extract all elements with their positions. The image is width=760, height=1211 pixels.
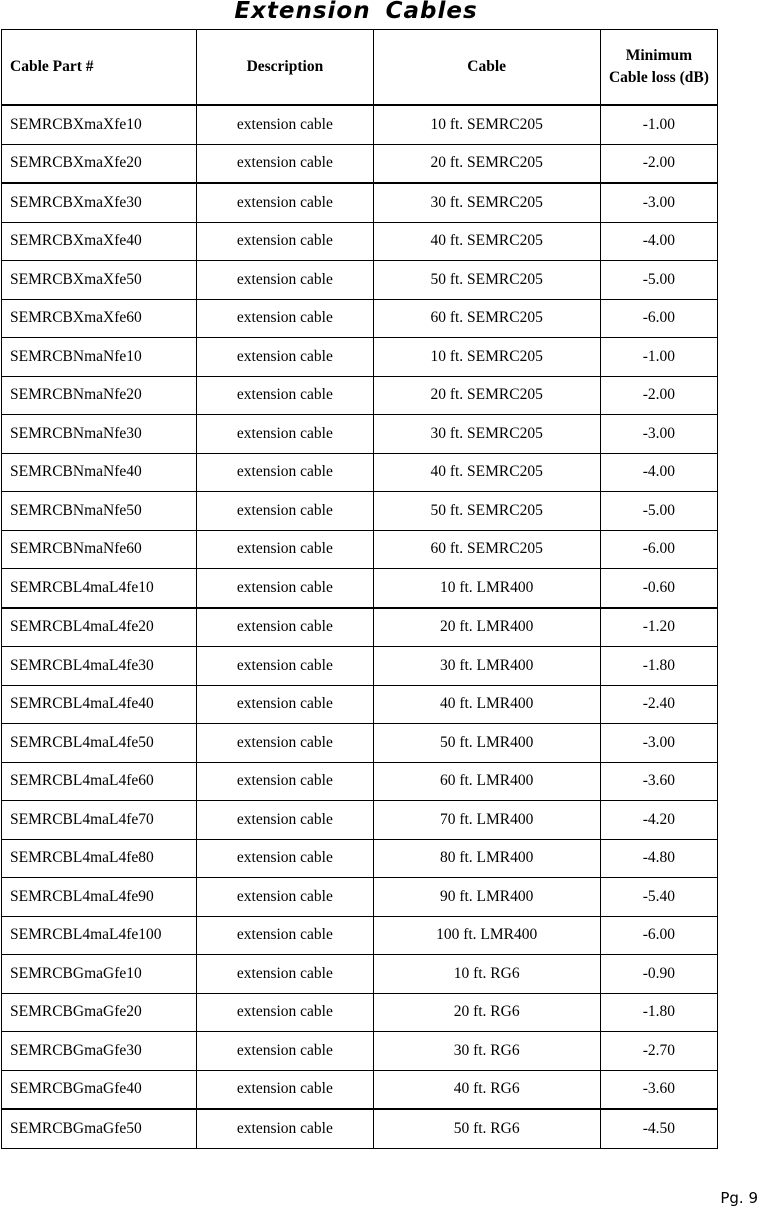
cell-part: SEMRCBL4maL4fe30 xyxy=(2,647,197,686)
cell-cable: 10 ft. RG6 xyxy=(373,955,600,994)
table-row xyxy=(2,1109,718,1148)
table-row xyxy=(2,105,718,144)
cell-cable: 60 ft. LMR400 xyxy=(373,762,600,801)
page-title: Extension Cables xyxy=(234,0,478,24)
cell-description: extension cable xyxy=(197,376,373,415)
cell-loss: -2.40 xyxy=(600,685,717,724)
cell-loss: -3.60 xyxy=(600,762,717,801)
cell-cable: 50 ft. SEMRC205 xyxy=(373,261,600,300)
cell-description: extension cable xyxy=(197,105,373,144)
header-description: Description xyxy=(197,30,373,106)
cell-cable: 40 ft. LMR400 xyxy=(373,685,600,724)
cell-loss: -6.00 xyxy=(600,916,717,955)
cell-description: extension cable xyxy=(197,144,373,183)
cell-description: extension cable xyxy=(197,453,373,492)
cell-description: extension cable xyxy=(197,685,373,724)
cell-loss: -4.00 xyxy=(600,453,717,492)
cell-part: SEMRCBNmaNfe10 xyxy=(2,338,197,377)
cell-loss: -1.80 xyxy=(600,993,717,1032)
cell-loss: -4.20 xyxy=(600,801,717,840)
cell-description: extension cable xyxy=(197,299,373,338)
cell-cable: 40 ft. SEMRC205 xyxy=(373,222,600,261)
cell-cable: 70 ft. LMR400 xyxy=(373,801,600,840)
cell-part: SEMRCBXmaXfe50 xyxy=(2,261,197,300)
cell-loss: -4.50 xyxy=(600,1109,717,1148)
table-row xyxy=(2,569,718,608)
cell-description: extension cable xyxy=(197,762,373,801)
cell-description: extension cable xyxy=(197,261,373,300)
cell-part: SEMRCBGmaGfe20 xyxy=(2,993,197,1032)
cell-part: SEMRCBNmaNfe40 xyxy=(2,453,197,492)
cell-description: extension cable xyxy=(197,222,373,261)
cell-description: extension cable xyxy=(197,647,373,686)
cell-cable: 30 ft. LMR400 xyxy=(373,647,600,686)
table-row xyxy=(2,183,718,222)
table-row xyxy=(2,955,718,994)
table-row xyxy=(2,261,718,300)
cell-cable: 30 ft. SEMRC205 xyxy=(373,183,600,222)
cell-loss: -0.60 xyxy=(600,569,717,608)
cell-loss: -5.00 xyxy=(600,261,717,300)
cell-part: SEMRCBL4maL4fe40 xyxy=(2,685,197,724)
cell-part: SEMRCBL4maL4fe90 xyxy=(2,878,197,917)
cell-description: extension cable xyxy=(197,916,373,955)
cell-part: SEMRCBGmaGfe10 xyxy=(2,955,197,994)
table-row xyxy=(2,415,718,454)
cell-part: SEMRCBL4maL4fe70 xyxy=(2,801,197,840)
cell-part: SEMRCBXmaXfe10 xyxy=(2,105,197,144)
cell-loss: -5.40 xyxy=(600,878,717,917)
header-min-cable-loss: Minimum Cable loss (dB) xyxy=(600,30,717,106)
cell-loss: -3.00 xyxy=(600,724,717,763)
table-row xyxy=(2,724,718,763)
cell-part: SEMRCBNmaNfe50 xyxy=(2,492,197,531)
cell-cable: 20 ft. LMR400 xyxy=(373,608,600,647)
cell-part: SEMRCBXmaXfe20 xyxy=(2,144,197,183)
cell-description: extension cable xyxy=(197,1032,373,1071)
cell-cable: 20 ft. RG6 xyxy=(373,993,600,1032)
cell-cable: 20 ft. SEMRC205 xyxy=(373,376,600,415)
table-row xyxy=(2,878,718,917)
cell-description: extension cable xyxy=(197,608,373,647)
table-row xyxy=(2,530,718,569)
cell-cable: 10 ft. SEMRC205 xyxy=(373,105,600,144)
cell-part: SEMRCBXmaXfe30 xyxy=(2,183,197,222)
cell-loss: -3.60 xyxy=(600,1070,717,1109)
cell-cable: 30 ft. SEMRC205 xyxy=(373,415,600,454)
cell-part: SEMRCBNmaNfe60 xyxy=(2,530,197,569)
cell-cable: 10 ft. SEMRC205 xyxy=(373,338,600,377)
cell-part: SEMRCBL4maL4fe50 xyxy=(2,724,197,763)
cell-description: extension cable xyxy=(197,878,373,917)
cell-part: SEMRCBL4maL4fe10 xyxy=(2,569,197,608)
table-row xyxy=(2,338,718,377)
table-row xyxy=(2,1032,718,1071)
cell-description: extension cable xyxy=(197,492,373,531)
table-row xyxy=(2,492,718,531)
cell-cable: 80 ft. LMR400 xyxy=(373,839,600,878)
cell-description: extension cable xyxy=(197,338,373,377)
cell-cable: 50 ft. LMR400 xyxy=(373,724,600,763)
cell-loss: -6.00 xyxy=(600,299,717,338)
table-row xyxy=(2,801,718,840)
cell-part: SEMRCBL4maL4fe20 xyxy=(2,608,197,647)
cell-description: extension cable xyxy=(197,569,373,608)
cell-cable: 90 ft. LMR400 xyxy=(373,878,600,917)
table-row xyxy=(2,376,718,415)
cell-loss: -1.00 xyxy=(600,338,717,377)
header-cable-part: Cable Part # xyxy=(2,30,197,106)
table-row xyxy=(2,453,718,492)
cell-cable: 100 ft. LMR400 xyxy=(373,916,600,955)
cell-loss: -2.00 xyxy=(600,376,717,415)
cell-part: SEMRCBGmaGfe40 xyxy=(2,1070,197,1109)
cell-loss: -3.00 xyxy=(600,415,717,454)
cell-cable: 60 ft. SEMRC205 xyxy=(373,530,600,569)
cell-cable: 60 ft. SEMRC205 xyxy=(373,299,600,338)
cell-description: extension cable xyxy=(197,839,373,878)
cell-part: SEMRCBNmaNfe20 xyxy=(2,376,197,415)
cell-part: SEMRCBGmaGfe30 xyxy=(2,1032,197,1071)
table-row xyxy=(2,608,718,647)
table-row xyxy=(2,222,718,261)
cell-description: extension cable xyxy=(197,530,373,569)
cell-cable: 20 ft. SEMRC205 xyxy=(373,144,600,183)
table-row xyxy=(2,144,718,183)
cell-cable: 40 ft. SEMRC205 xyxy=(373,453,600,492)
cell-loss: -3.00 xyxy=(600,183,717,222)
cell-description: extension cable xyxy=(197,801,373,840)
cell-description: extension cable xyxy=(197,724,373,763)
cell-description: extension cable xyxy=(197,183,373,222)
cell-description: extension cable xyxy=(197,993,373,1032)
cell-loss: -1.20 xyxy=(600,608,717,647)
cell-loss: -1.80 xyxy=(600,647,717,686)
cell-loss: -1.00 xyxy=(600,105,717,144)
cell-description: extension cable xyxy=(197,415,373,454)
table-row xyxy=(2,916,718,955)
cell-part: SEMRCBL4maL4fe100 xyxy=(2,916,197,955)
cell-description: extension cable xyxy=(197,1109,373,1148)
extension-cables-table xyxy=(1,29,718,1149)
cell-description: extension cable xyxy=(197,1070,373,1109)
table-row xyxy=(2,647,718,686)
cell-loss: -2.00 xyxy=(600,144,717,183)
cell-cable: 10 ft. LMR400 xyxy=(373,569,600,608)
cell-cable: 50 ft. RG6 xyxy=(373,1109,600,1148)
cell-cable: 40 ft. RG6 xyxy=(373,1070,600,1109)
cell-loss: -5.00 xyxy=(600,492,717,531)
cell-part: SEMRCBXmaXfe40 xyxy=(2,222,197,261)
cell-loss: -6.00 xyxy=(600,530,717,569)
table-row xyxy=(2,839,718,878)
table-row xyxy=(2,685,718,724)
cell-loss: -2.70 xyxy=(600,1032,717,1071)
table-row xyxy=(2,762,718,801)
cell-part: SEMRCBNmaNfe30 xyxy=(2,415,197,454)
table-row xyxy=(2,993,718,1032)
table-row xyxy=(2,1070,718,1109)
cell-loss: -0.90 xyxy=(600,955,717,994)
cell-loss: -4.00 xyxy=(600,222,717,261)
table-row xyxy=(2,299,718,338)
page-number: Pg. 9 xyxy=(720,1189,758,1207)
cell-part: SEMRCBXmaXfe60 xyxy=(2,299,197,338)
cell-description: extension cable xyxy=(197,955,373,994)
cell-part: SEMRCBL4maL4fe60 xyxy=(2,762,197,801)
header-cable: Cable xyxy=(373,30,600,106)
cell-cable: 30 ft. RG6 xyxy=(373,1032,600,1071)
cell-part: SEMRCBGmaGfe50 xyxy=(2,1109,197,1148)
table-header-row xyxy=(2,30,718,106)
cell-cable: 50 ft. SEMRC205 xyxy=(373,492,600,531)
cell-loss: -4.80 xyxy=(600,839,717,878)
cell-part: SEMRCBL4maL4fe80 xyxy=(2,839,197,878)
